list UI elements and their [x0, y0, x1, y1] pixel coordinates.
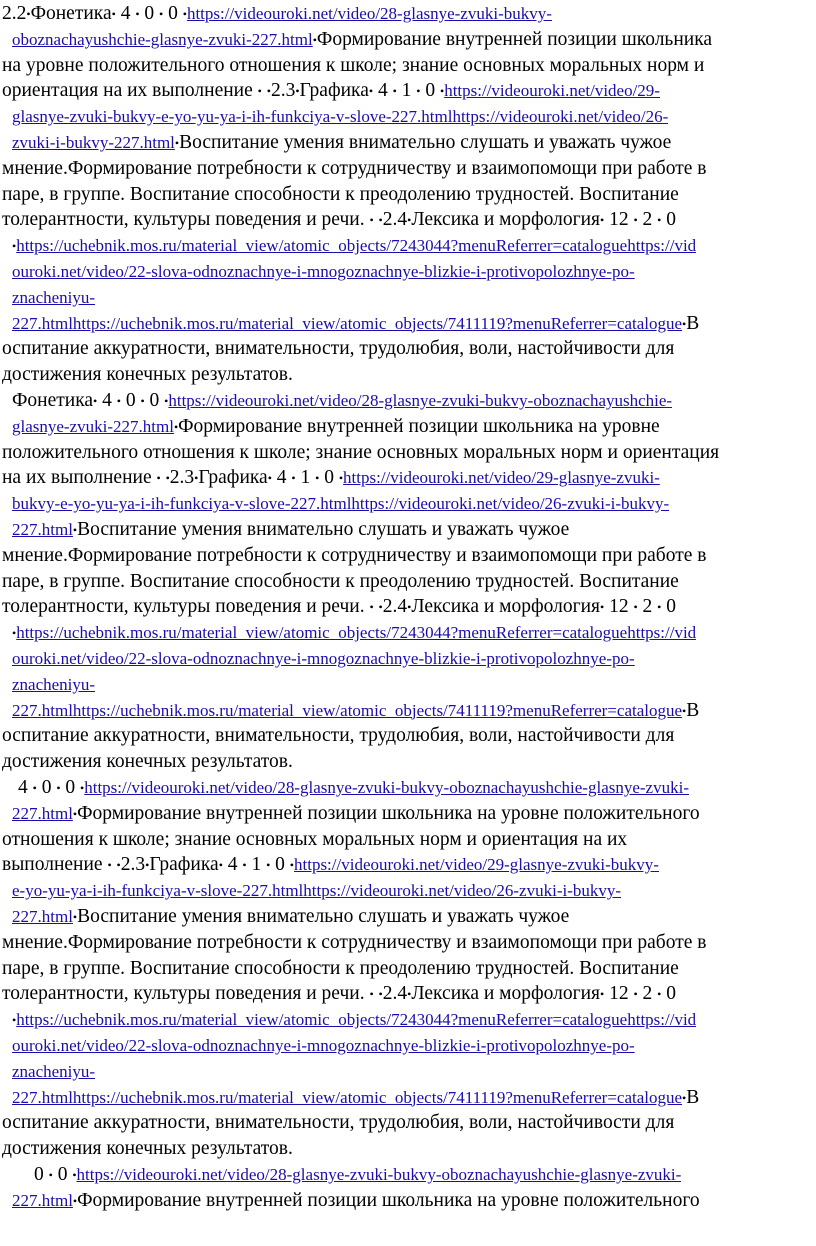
- text-run: достижения конечных результатов.: [2, 751, 293, 773]
- text-line: [0, 982, 676, 1006]
- hyperlink[interactable]: znacheniyu-: [12, 287, 96, 307]
- hyperlink[interactable]: https://videouroki.net/video/28-glasnye-zvuki-bukvy-oboznachayushchie-glasnye-zvuki-: [76, 1165, 682, 1184]
- hyperlink[interactable]: oboznachayushchie-glasnye-zvuki-227.html: [12, 29, 313, 49]
- text-run: 0: [60, 777, 81, 798]
- text-run: 1: [246, 854, 267, 876]
- bullet-icon: •: [600, 600, 605, 615]
- text-run: [112, 854, 117, 875]
- text-run: [262, 80, 267, 101]
- hyperlink[interactable]: 227.html: [12, 907, 73, 926]
- text-run: паре, в группе. Воспитание способности к преодолению трудностей. Воспитание: [2, 570, 679, 592]
- bullet-icon: •: [107, 858, 112, 873]
- text-run: 0: [163, 3, 183, 24]
- hyperlink[interactable]: glasnye-zvuki-bukvy-e-yo-yu-ya-i-ih-funkciya-v-slove-227.htmlhttps://videouroki.net/video/26-: [12, 107, 669, 127]
- text-line: [0, 286, 95, 310]
- text-run: Формирование внутренней позиции школьника на уровне положительного: [77, 802, 700, 824]
- text-run: 0: [270, 854, 290, 876]
- bullet-icon: •: [72, 523, 78, 537]
- bullet-icon: •: [12, 239, 17, 254]
- text-line: [0, 776, 689, 800]
- hyperlink[interactable]: glasnye-zvuki-227.html: [12, 416, 174, 436]
- text-run: оспитание аккуратности, внимательности, трудолюбия, воли, настойчивости для: [2, 338, 675, 360]
- hyperlink[interactable]: https://videouroki.net/video/28-glasnye-zvuki-bukvy-: [186, 4, 552, 23]
- bullet-icon: •: [174, 136, 180, 150]
- bullet-icon: •: [72, 1193, 78, 1208]
- text-line: [0, 853, 659, 877]
- text-line: [0, 441, 719, 465]
- text-run: мнение.Формирование потребности к сотрудничеству и взаимопомощи при работе в: [2, 931, 707, 953]
- hyperlink[interactable]: ouroki.net/video/22-slova-odnoznachnye-i-mnogoznachnye-blizkie-i-protivopolozhnye-po-: [12, 649, 635, 668]
- bullet-icon: •: [194, 471, 199, 486]
- text-line: [0, 1189, 700, 1213]
- hyperlink[interactable]: 227.html: [12, 1190, 73, 1210]
- text-line: [0, 208, 676, 232]
- text-run: 2.4: [382, 596, 408, 618]
- hyperlink[interactable]: ouroki.net/video/22-slova-odnoznachnye-i-mnogoznachnye-blizkie-i-protivopolozhnye-po-: [12, 1036, 635, 1055]
- bullet-icon: •: [12, 626, 17, 641]
- bullet-icon: •: [165, 471, 170, 486]
- bullet-icon: •: [657, 600, 662, 615]
- text-run: оспитание аккуратности, внимательности, трудолюбия, воли, настойчивости для: [2, 1112, 675, 1134]
- bullet-icon: •: [156, 471, 161, 486]
- text-run: В: [686, 1086, 700, 1108]
- bullet-icon: •: [392, 84, 397, 99]
- bullet-icon: •: [26, 7, 31, 21]
- bullet-icon: •: [32, 781, 37, 795]
- text-run: Фонетика: [30, 3, 112, 24]
- bullet-icon: •: [407, 600, 412, 615]
- text-line: [0, 337, 674, 361]
- bullet-icon: •: [600, 987, 605, 1002]
- bullet-icon: •: [338, 471, 344, 486]
- bullet-icon: •: [368, 84, 374, 99]
- bullet-icon: •: [439, 84, 445, 99]
- bullet-icon: •: [257, 84, 262, 99]
- bullet-icon: •: [369, 987, 374, 1002]
- text-run: на их выполнение: [2, 467, 157, 489]
- text-run: Лексика и морфология: [411, 983, 601, 1005]
- text-line: [0, 234, 696, 258]
- text-run: достижения конечных результатов.: [2, 364, 293, 386]
- text-run: 4: [18, 777, 33, 798]
- bullet-icon: •: [266, 84, 271, 99]
- bullet-icon: •: [12, 1013, 17, 1028]
- text-line: [0, 79, 660, 103]
- hyperlink[interactable]: 227.htmlhttps://uchebnik.mos.ru/material_view/atomic_objects/7411119?menuReferrer=catalogue: [12, 313, 683, 333]
- text-run: оспитание аккуратности, внимательности, трудолюбия, воли, настойчивости для: [2, 725, 675, 747]
- hyperlink[interactable]: zvuki-i-bukvy-227.html: [12, 133, 175, 152]
- text-run: Формирование внутренней позиции школьника: [316, 28, 713, 50]
- text-run: [374, 596, 379, 617]
- hyperlink[interactable]: znacheniyu-: [12, 674, 96, 694]
- text-line: [0, 931, 706, 955]
- text-run: 0: [661, 209, 676, 231]
- text-run: Лексика и морфология: [411, 209, 601, 231]
- text-line: [0, 260, 635, 284]
- text-run: 0: [139, 3, 160, 24]
- text-run: Воспитание умения внимательно слушать и уважать чужое: [179, 132, 672, 153]
- bullet-icon: •: [72, 806, 78, 821]
- bullet-icon: •: [407, 213, 412, 228]
- bullet-icon: •: [633, 600, 638, 615]
- hyperlink[interactable]: bukvy-e-yo-yu-ya-i-ih-funkciya-v-slove-227.htmlhttps://videouroki.net/video/26-zvuki-i-bukvy-: [12, 494, 670, 514]
- bullet-icon: •: [312, 32, 317, 47]
- bullet-icon: •: [159, 7, 164, 21]
- text-line: [0, 28, 712, 52]
- text-line: [0, 802, 700, 826]
- hyperlink[interactable]: 227.html: [12, 520, 73, 539]
- hyperlink[interactable]: https://uchebnik.mos.ru/material_view/atomic_objects/7243044?menuReferrer=cataloguehttps://vid: [16, 1010, 697, 1030]
- bullet-icon: •: [378, 987, 383, 1002]
- text-line: [0, 879, 621, 903]
- text-line: [0, 363, 293, 387]
- bullet-icon: •: [378, 600, 383, 615]
- text-line: [0, 183, 679, 207]
- text-run: [374, 983, 379, 1004]
- text-run: 4: [97, 390, 117, 411]
- text-run: Воспитание умения внимательно слушать и уважать чужое: [77, 519, 570, 540]
- bullet-icon: •: [378, 213, 383, 228]
- text-run: мнение.Формирование потребности к сотрудничеству и взаимопомощи при работе в: [2, 544, 707, 566]
- bullet-icon: •: [145, 858, 150, 873]
- hyperlink[interactable]: https://videouroki.net/video/29-glasnye-zvuki-: [343, 468, 660, 488]
- text-line: [0, 699, 699, 723]
- bullet-icon: •: [289, 858, 294, 873]
- text-run: 4: [115, 3, 136, 24]
- text-line: [0, 1060, 95, 1084]
- bullet-icon: •: [173, 419, 179, 434]
- bullet-icon: •: [682, 316, 687, 331]
- text-run: 4: [271, 467, 292, 489]
- bullet-icon: •: [93, 394, 98, 408]
- bullet-icon: •: [291, 471, 296, 486]
- text-run: 0: [319, 467, 339, 489]
- bullet-icon: •: [682, 1090, 687, 1105]
- text-line: [0, 415, 660, 439]
- text-line: [0, 905, 569, 929]
- bullet-icon: •: [295, 84, 300, 99]
- hyperlink[interactable]: 227.htmlhttps://uchebnik.mos.ru/material_view/atomic_objects/7411119?menuReferrer=catalogue: [12, 700, 683, 720]
- bullet-icon: •: [140, 394, 145, 408]
- text-line: [0, 957, 679, 981]
- text-run: Лексика и морфология: [411, 596, 601, 618]
- hyperlink[interactable]: https://videouroki.net/video/29-glasnye-zvuki-bukvy-: [294, 855, 659, 875]
- bullet-icon: •: [48, 1168, 53, 1182]
- text-line: [0, 1137, 293, 1161]
- bullet-icon: •: [218, 858, 223, 873]
- text-line: [0, 570, 679, 594]
- text-run: 12: [604, 983, 634, 1005]
- text-line: [0, 105, 668, 129]
- text-line: [0, 1008, 696, 1032]
- text-line: [0, 1163, 681, 1187]
- text-run: достижения конечных результатов.: [2, 1138, 293, 1160]
- text-run: 2.4: [382, 209, 408, 231]
- text-run: 0: [36, 777, 57, 798]
- hyperlink[interactable]: ouroki.net/video/22-slova-odnoznachnye-i-mnogoznachnye-blizkie-i-protivopolozhnye-po-: [12, 262, 635, 281]
- hyperlink[interactable]: https://videouroki.net/video/28-glasnye-zvuki-bukvy-oboznachayushchie-: [168, 391, 673, 410]
- text-run: Графика: [198, 467, 268, 489]
- text-run: положительного отношения к школе; знание основных моральных норм и ориентация: [2, 441, 720, 463]
- bullet-icon: •: [315, 471, 320, 486]
- text-run: 2: [637, 209, 658, 231]
- text-run: 12: [604, 596, 634, 618]
- text-line: [0, 595, 676, 619]
- bullet-icon: •: [657, 213, 662, 228]
- text-run: ориентация на их выполнение: [2, 80, 258, 102]
- text-run: 4: [222, 854, 243, 876]
- text-line: [0, 647, 635, 671]
- bullet-icon: •: [111, 7, 116, 21]
- bullet-icon: •: [116, 858, 121, 873]
- text-run: выполнение: [2, 854, 108, 876]
- bullet-icon: •: [80, 781, 85, 795]
- text-run: паре, в группе. Воспитание способности к преодолению трудностей. Воспитание: [2, 183, 679, 205]
- bullet-icon: •: [369, 600, 374, 615]
- text-line: [0, 750, 293, 774]
- text-run: 2.3: [169, 467, 195, 489]
- text-run: Формирование внутренней позиции школьника на уровне положительного: [77, 1189, 700, 1211]
- hyperlink[interactable]: znacheniyu-: [12, 1061, 96, 1081]
- text-run: мнение.Формирование потребности к сотрудничеству и взаимопомощи при работе в: [2, 157, 707, 179]
- bullet-icon: •: [72, 910, 78, 924]
- text-run: 4: [373, 80, 393, 102]
- hyperlink[interactable]: https://uchebnik.mos.ru/material_view/atomic_objects/7243044?menuReferrer=cataloguehttps://vid: [16, 236, 697, 256]
- text-run: [374, 209, 379, 230]
- text-run: 0: [52, 1164, 73, 1185]
- text-run: Формирование внутренней позиции школьника на уровне: [178, 415, 660, 437]
- bullet-icon: •: [682, 703, 687, 718]
- bullet-icon: •: [72, 1168, 77, 1182]
- text-line: [0, 621, 696, 645]
- text-run: Графика: [149, 854, 219, 876]
- bullet-icon: •: [164, 394, 169, 408]
- text-line: [0, 673, 95, 697]
- hyperlink[interactable]: https://videouroki.net/video/28-glasnye-zvuki-bukvy-oboznachayushchie-glasnye-zvuki-: [84, 778, 689, 797]
- text-run: В: [686, 312, 700, 334]
- text-run: 2: [637, 983, 658, 1005]
- text-run: толерантности, культуры поведения и речи.: [2, 209, 370, 231]
- hyperlink[interactable]: https://uchebnik.mos.ru/material_view/atomic_objects/7243044?menuReferrer=cataloguehttps://vid: [16, 623, 697, 643]
- text-line: [0, 1086, 699, 1110]
- text-run: 0: [661, 596, 676, 618]
- text-line: [0, 2, 552, 26]
- text-line: [0, 828, 627, 852]
- text-run: 2.4: [382, 983, 408, 1005]
- text-run: Воспитание умения внимательно слушать и уважать чужое: [77, 906, 570, 927]
- bullet-icon: •: [657, 987, 662, 1002]
- text-run: 1: [295, 467, 316, 489]
- text-run: толерантности, культуры поведения и речи.: [2, 596, 370, 618]
- text-run: 0: [120, 390, 141, 411]
- text-line: [0, 518, 569, 542]
- text-run: 0: [34, 1164, 49, 1185]
- text-run: 0: [661, 983, 676, 1005]
- text-run: 0: [420, 80, 440, 102]
- text-line: [0, 492, 669, 516]
- bullet-icon: •: [266, 858, 271, 873]
- text-line: [0, 157, 706, 181]
- text-line: [0, 1111, 674, 1135]
- text-run: 2.3: [120, 854, 146, 876]
- text-run: 2: [637, 596, 658, 618]
- text-line: [0, 724, 674, 748]
- text-run: 0: [144, 390, 165, 411]
- text-run: В: [686, 699, 700, 721]
- text-run: паре, в группе. Воспитание способности к преодолению трудностей. Воспитание: [2, 957, 679, 979]
- hyperlink[interactable]: e-yo-yu-ya-i-ih-funkciya-v-slove-227.htmlhttps://videouroki.net/video/26-zvuki-i-bukvy-: [12, 881, 622, 901]
- bullet-icon: •: [242, 858, 247, 873]
- hyperlink[interactable]: https://videouroki.net/video/29-: [444, 81, 660, 101]
- text-run: [161, 467, 166, 488]
- bullet-icon: •: [267, 471, 272, 486]
- bullet-icon: •: [135, 7, 140, 21]
- bullet-icon: •: [600, 213, 605, 228]
- text-line: [0, 544, 706, 568]
- bullet-icon: •: [56, 781, 61, 795]
- hyperlink[interactable]: 227.html: [12, 803, 73, 823]
- text-line: [0, 389, 672, 413]
- text-line: [0, 312, 699, 336]
- bullet-icon: •: [633, 213, 638, 228]
- text-run: толерантности, культуры поведения и речи.: [2, 983, 370, 1005]
- text-line: [0, 131, 671, 155]
- bullet-icon: •: [116, 394, 121, 408]
- text-run: Графика: [299, 80, 369, 102]
- bullet-icon: •: [633, 987, 638, 1002]
- text-run: 1: [396, 80, 417, 102]
- bullet-icon: •: [416, 84, 421, 99]
- text-run: на уровне положительного отношения к школе; знание основных моральных норм и: [2, 54, 705, 76]
- bullet-icon: •: [369, 213, 374, 228]
- bullet-icon: •: [407, 987, 412, 1002]
- text-line: [0, 466, 660, 490]
- text-run: 2.2: [2, 3, 27, 24]
- bullet-icon: •: [182, 7, 187, 21]
- text-line: [0, 1034, 635, 1058]
- hyperlink[interactable]: 227.htmlhttps://uchebnik.mos.ru/material_view/atomic_objects/7411119?menuReferrer=catalogue: [12, 1087, 683, 1107]
- text-run: 12: [604, 209, 634, 231]
- text-run: 2.3: [270, 80, 296, 102]
- text-run: отношения к школе; знание основных моральных норм и ориентация на их: [2, 828, 628, 850]
- text-line: [0, 54, 704, 78]
- text-run: Фонетика: [12, 390, 94, 411]
